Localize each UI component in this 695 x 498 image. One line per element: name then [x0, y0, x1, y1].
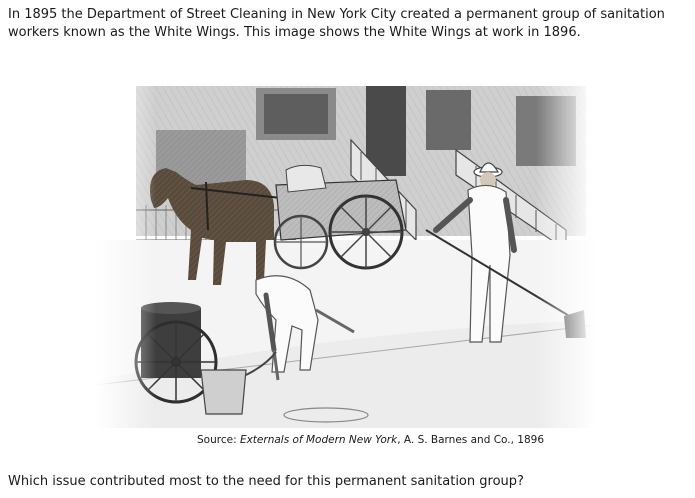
white-wings-illustration: [96, 80, 596, 428]
caption-suffix: , A. S. Barnes and Co., 1896: [397, 434, 544, 446]
caption-title: Externals of Modern New York: [239, 434, 398, 446]
caption-prefix: Source:: [197, 434, 240, 446]
intro-paragraph: In 1895 the Department of Street Cleaning in New York City created a permanent group of sanitation workers known as the White Wings. This image shows the White Wings at work in 1896.: [8, 7, 665, 40]
question-prompt: Which issue contributed most to the need for this permanent sanitation group?: [8, 474, 524, 489]
figure-caption: [197, 433, 597, 447]
